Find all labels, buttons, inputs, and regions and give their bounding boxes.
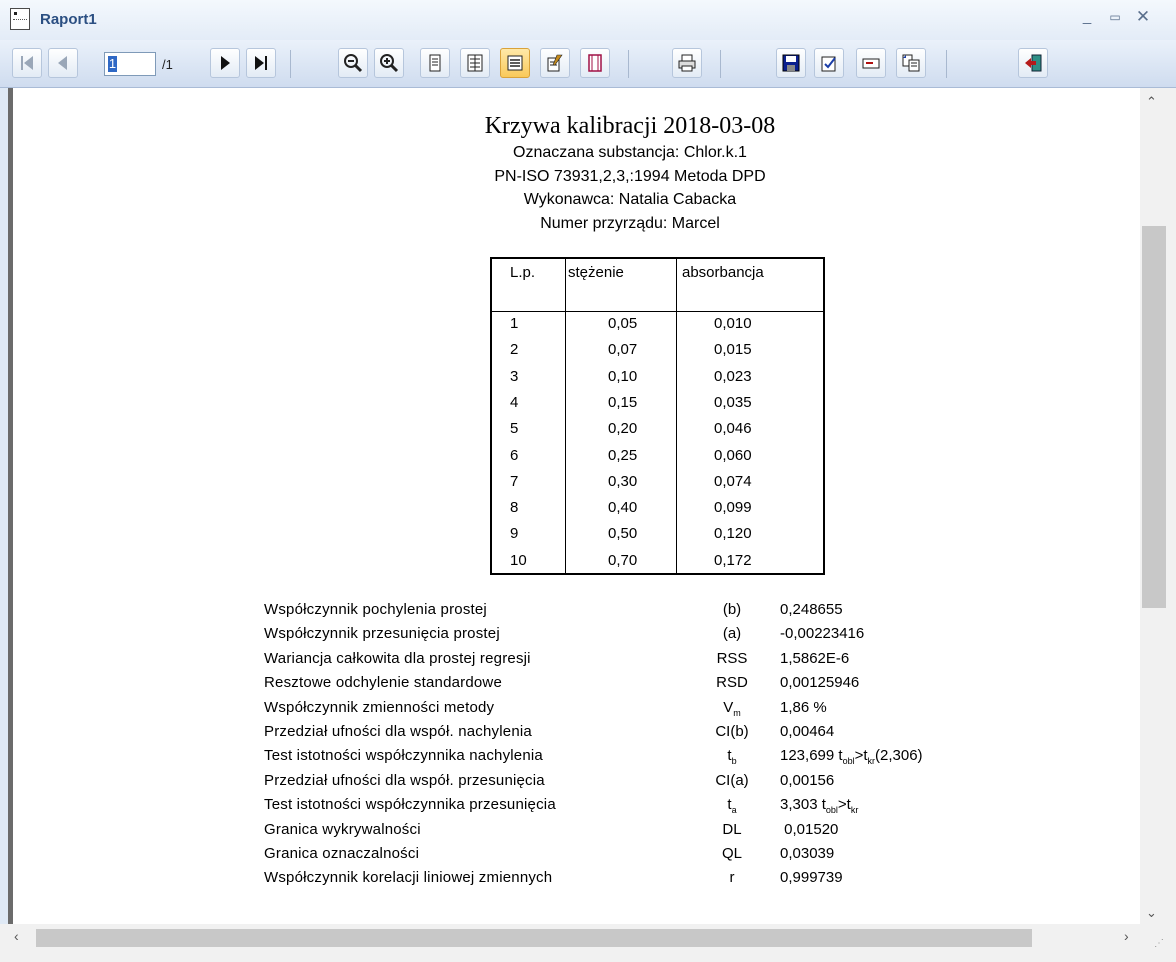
stat-value (780, 625, 864, 642)
stat-value (780, 821, 838, 838)
title-bar (0, 0, 1176, 40)
cell-concentration: 0,05 (608, 315, 638, 332)
cell-concentration: 0,20 (608, 420, 638, 438)
one-page-icon (425, 53, 445, 73)
cell-absorbance: 0,099 (714, 499, 752, 517)
exit-icon (1023, 53, 1043, 73)
stat-symbol-text: DL (722, 820, 742, 838)
table-header-divider (492, 311, 823, 312)
stat-value-part: -0,00223416 (780, 625, 865, 643)
stat-symbol (697, 625, 767, 642)
stat-value (780, 772, 834, 789)
toolbar-separator (946, 50, 947, 78)
stat-label: Resztowe odchylenie standardowe (264, 674, 503, 692)
stat-value-part: 1,5862E-6 (780, 649, 850, 667)
stat-value-part: 0,999739 (780, 869, 843, 887)
page-total: /1 (162, 57, 173, 72)
next-page-icon (215, 53, 235, 73)
save-icon (781, 53, 801, 73)
scroll-right-icon[interactable]: › (1124, 928, 1129, 944)
stat-value-part: 123,699 t (780, 747, 843, 765)
table-col-divider (676, 259, 677, 573)
margins-icon (585, 53, 605, 73)
cell-lp: 4 (510, 393, 519, 411)
preview-toolbar (0, 40, 1176, 88)
cell-absorbance: 0,074 (714, 472, 752, 490)
calibration-table (490, 257, 825, 575)
save-button[interactable] (776, 48, 806, 78)
multi-page-icon (465, 53, 485, 73)
cell-absorbance: 0,010 (714, 315, 752, 332)
stat-symbol-text: QL (721, 845, 742, 862)
stat-symbol-text: (b) (722, 601, 742, 618)
stat-value (780, 674, 859, 691)
horizontal-scroll-thumb[interactable] (36, 929, 1032, 947)
last-page-button[interactable] (246, 48, 276, 78)
cell-lp: 10 (510, 551, 527, 569)
cell-absorbance: 0,172 (714, 551, 752, 569)
table-col-divider (565, 259, 566, 573)
stat-label: Przedział ufności dla współ. nachylenia (264, 723, 532, 740)
stat-value-part: >t (854, 747, 868, 765)
cell-lp: 5 (510, 420, 519, 438)
stat-symbol (697, 869, 767, 886)
stat-symbol (697, 747, 767, 766)
stat-value (780, 601, 843, 618)
zoom-out-button[interactable] (338, 48, 368, 78)
stat-value-part: 0,00464 (780, 723, 835, 740)
stat-value-part: 0,248655 (780, 601, 843, 618)
page-width-button[interactable] (500, 48, 530, 78)
stat-value (780, 796, 858, 815)
cell-absorbance: 0,023 (714, 367, 752, 385)
stat-label: Współczynnik pochylenia prostej (264, 601, 487, 618)
cell-concentration: 0,07 (608, 341, 638, 359)
stat-label: Test istotności współczynnika nachylenia (264, 747, 543, 765)
cell-lp: 1 (510, 315, 519, 332)
header-absorbance: absorbancja (682, 264, 764, 281)
stat-symbol-text: CI(a) (715, 771, 749, 789)
cell-concentration: 0,15 (608, 393, 638, 411)
stat-symbol-text: t (727, 796, 732, 814)
stat-symbol (697, 601, 767, 618)
report-window-icon (10, 8, 30, 30)
cell-lp: 2 (510, 341, 519, 359)
close-button[interactable]: ✕ (1135, 7, 1151, 26)
page-width-icon (505, 53, 525, 73)
stat-value-part: kr (850, 805, 859, 816)
cell-concentration: 0,50 (608, 525, 638, 543)
stat-symbol (697, 699, 767, 718)
stat-label: Granica oznaczalności (264, 845, 420, 862)
stat-symbol-text: r (729, 869, 735, 887)
report-title: Krzywa kalibracji 2018-03-08 (484, 113, 776, 139)
cell-absorbance: 0,120 (714, 525, 752, 543)
stat-symbol-text: t (727, 747, 732, 765)
prev-page-icon (53, 53, 73, 73)
cell-absorbance: 0,046 (714, 420, 752, 438)
cell-absorbance: 0,035 (714, 393, 752, 411)
edit-icon (545, 53, 565, 73)
stat-symbol (697, 845, 767, 862)
report-substance: Oznaczana substancja: Chlor.k.1 (513, 144, 747, 161)
stat-value (780, 869, 843, 886)
report-instrument: Numer przyrządu: Marcel (540, 215, 720, 232)
stat-symbol (697, 674, 767, 691)
export-icon (861, 53, 881, 73)
export-button[interactable] (856, 48, 886, 78)
window-title: Raport1 (40, 11, 97, 28)
stat-symbol-text: (a) (722, 625, 742, 643)
cell-absorbance: 0,060 (714, 446, 752, 464)
cell-concentration: 0,70 (608, 551, 638, 569)
stat-value (780, 845, 834, 862)
report-method: PN-ISO 73931,2,3,:1994 Metoda DPD (494, 168, 766, 185)
cell-absorbance: 0,015 (714, 341, 752, 359)
first-page-button[interactable] (12, 48, 42, 78)
stat-value-part: 0,03039 (780, 845, 835, 862)
vertical-scroll-thumb[interactable] (1142, 226, 1166, 608)
stat-value-part: obl (842, 756, 855, 767)
load-button[interactable] (814, 48, 844, 78)
cell-concentration: 0,25 (608, 446, 638, 464)
minimize-button[interactable]: _ (1082, 8, 1092, 25)
stat-value-part: 0,00125946 (780, 674, 860, 692)
stat-symbol (697, 772, 767, 789)
cell-lp: 3 (510, 367, 519, 385)
cell-concentration: 0,10 (608, 367, 638, 385)
scroll-left-icon[interactable]: ‹ (14, 928, 19, 944)
stat-value-part: 3,303 t (780, 796, 826, 814)
stat-label: Współczynnik przesunięcia prostej (264, 625, 500, 643)
cell-lp: 9 (510, 525, 519, 543)
maximize-button[interactable]: ▭ (1109, 10, 1121, 24)
toolbar-separator (720, 50, 721, 78)
stat-value-part: obl (825, 805, 838, 816)
stat-symbol (697, 821, 767, 838)
toolbar-separator (628, 50, 629, 78)
copy-button[interactable] (896, 48, 926, 78)
stat-value-part: 1,86 % (780, 698, 827, 716)
scroll-up-icon[interactable]: ⌃ (1146, 94, 1157, 109)
stat-label: Granica wykrywalności (264, 820, 421, 838)
cell-concentration: 0,30 (608, 472, 638, 490)
stat-value-part: 0,01520 (780, 820, 839, 838)
toolbar-separator (290, 50, 291, 78)
copy-icon (901, 53, 921, 73)
stat-value (780, 723, 834, 740)
exit-button[interactable] (1018, 48, 1048, 78)
stat-label: Współczynnik zmienności metody (264, 698, 495, 716)
stat-value-part: >t (837, 796, 851, 814)
stat-symbol-subscript: m (733, 707, 741, 718)
edit-button[interactable] (540, 48, 570, 78)
report-performer: Wykonawca: Natalia Cabacka (523, 191, 737, 208)
prev-page-button[interactable] (48, 48, 78, 78)
zoom-in-icon (379, 53, 399, 73)
stat-label: Przedział ufności dla współ. przesunięcia (264, 771, 545, 789)
stat-symbol-text: RSD (716, 674, 748, 692)
header-concentration: stężenie (568, 264, 624, 281)
stat-value-part: 0,00156 (780, 771, 835, 789)
multi-page-button[interactable] (460, 48, 490, 78)
stat-value-part: kr (867, 756, 876, 767)
first-page-icon (17, 53, 37, 73)
stat-symbol (697, 650, 767, 667)
stat-symbol-text: RSS (716, 649, 748, 667)
one-page-button[interactable] (420, 48, 450, 78)
stat-symbol (697, 796, 767, 815)
margins-button[interactable] (580, 48, 610, 78)
cell-concentration: 0,40 (608, 499, 638, 517)
stat-value (780, 747, 923, 766)
load-icon (819, 53, 839, 73)
cell-lp: 8 (510, 499, 519, 517)
stat-label: Test istotności współczynnika przesunięcia (264, 796, 556, 814)
stat-symbol-subscript: b (731, 756, 737, 767)
zoom-in-button[interactable] (374, 48, 404, 78)
zoom-out-icon (343, 53, 363, 73)
next-page-button[interactable] (210, 48, 240, 78)
stat-symbol-subscript: a (731, 805, 737, 816)
resize-grip-icon[interactable]: ⋰ (1154, 938, 1164, 949)
stat-value (780, 650, 849, 667)
stat-symbol-text: CI(b) (715, 723, 749, 740)
scroll-down-icon[interactable]: ⌄ (1146, 905, 1157, 920)
last-page-icon (251, 53, 271, 73)
print-button[interactable] (672, 48, 702, 78)
header-lp: L.p. (510, 264, 536, 281)
stat-label: Wariancja całkowita dla prostej regresji (264, 649, 531, 667)
stat-label: Współczynnik korelacji liniowej zmiennych (264, 869, 553, 887)
cell-lp: 6 (510, 446, 519, 464)
stat-value-part: (2,306) (875, 747, 923, 765)
stat-symbol (697, 723, 767, 740)
stat-symbol-text: V (723, 698, 734, 716)
page-number-selection: 1 (108, 56, 117, 71)
stat-value (780, 699, 827, 716)
cell-lp: 7 (510, 472, 519, 490)
print-icon (677, 53, 697, 73)
